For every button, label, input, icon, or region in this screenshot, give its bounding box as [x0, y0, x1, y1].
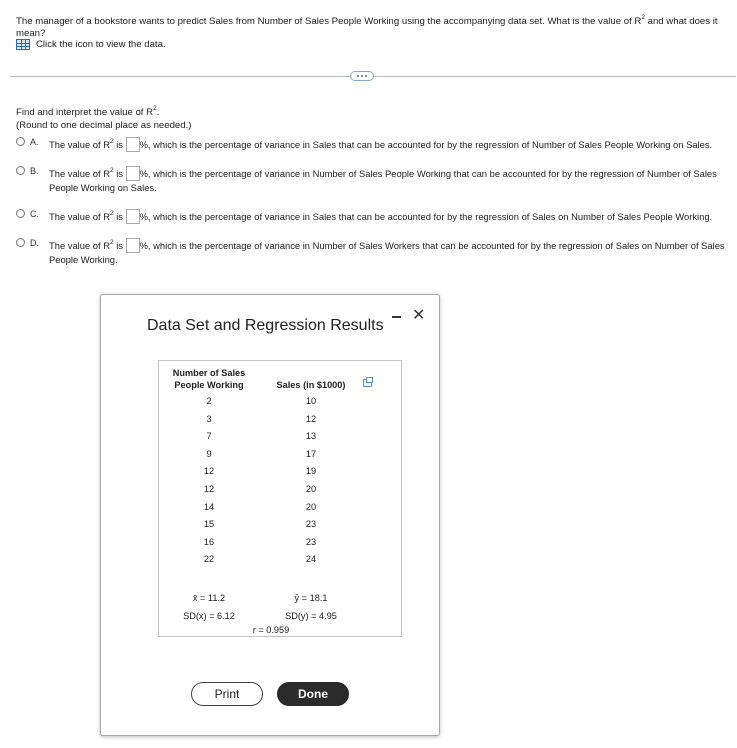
- table-cell: 15: [203, 519, 215, 530]
- radio-d[interactable]: [16, 238, 25, 247]
- answer-options: [16, 135, 726, 279]
- correlation-r: r = 0.959: [252, 625, 290, 635]
- table-cell: 23: [305, 536, 317, 547]
- grid-icon[interactable]: [16, 39, 30, 50]
- more-options-button[interactable]: [350, 71, 374, 81]
- option-b[interactable]: B. The value of $R^2$ is %, which is the percentage of variance in Number of Sales People Working that can be accounted for by the regression of Number of Sales People Working on Sales.: [16, 164, 726, 195]
- table-cell: 20: [305, 483, 317, 494]
- question-text: The manager of a bookstore wants to predict Sales from Number of Sales People Working using the accompanying data set. What is the value of $R^2$ and what does it mean?: [16, 14, 718, 39]
- table-cell: 16: [203, 536, 215, 547]
- answer-input-d[interactable]: [126, 238, 140, 253]
- table-cell: 12: [203, 466, 215, 477]
- view-data-link[interactable]: [16, 39, 166, 50]
- option-d[interactable]: D. The value of $R^2$ is %, which is the percentage of variance in Number of Sales Workers that can be accounted for by the regression of Sales on Number of Sales People Working.: [16, 236, 726, 267]
- radio-b[interactable]: [16, 166, 25, 175]
- answer-input-a[interactable]: [126, 137, 140, 152]
- table-cell: 22: [203, 554, 215, 565]
- view-data-label[interactable]: Click the icon to view the data.: [36, 39, 166, 50]
- table-cell: 19: [305, 466, 317, 477]
- radio-c[interactable]: [16, 209, 25, 218]
- column-sales-people: [159, 393, 259, 569]
- close-icon[interactable]: ✕: [412, 307, 426, 324]
- y-mean: ȳ = 18.1: [294, 593, 328, 603]
- instructions: Find and interpret the value of $R^2$. (Round to one decimal place as needed.): [16, 105, 192, 131]
- table-cell: 2: [206, 396, 212, 406]
- answer-input-c[interactable]: [126, 209, 140, 224]
- option-c[interactable]: C. The value of $R^2$ is %, which is the percentage of variance in Sales that can be accounted for by the regression of Sales on Number of Sales People Working.: [16, 207, 726, 224]
- table-cell: 7: [206, 431, 212, 442]
- x-sd: SD(x) = 6.12: [183, 611, 235, 621]
- option-letter: B.: [30, 166, 39, 176]
- x-mean: x̄ = 11.2: [192, 593, 226, 603]
- answer-input-b[interactable]: [126, 166, 140, 181]
- option-a[interactable]: A. The value of $R^2$ is %, which is the percentage of variance in Sales that can be accounted for by the regression of Number of Sales People Working on Sales.: [16, 135, 726, 152]
- option-letter: C.: [30, 209, 39, 219]
- table-cell: 12: [203, 483, 215, 494]
- copy-icon[interactable]: [363, 379, 372, 387]
- data-table-panel: [158, 360, 402, 637]
- column-sales: [256, 393, 366, 569]
- radio-a[interactable]: [16, 137, 25, 146]
- minimize-icon[interactable]: [392, 316, 401, 318]
- table-cell: 23: [305, 519, 317, 530]
- done-button[interactable]: Done: [277, 682, 349, 706]
- table-cell: 17: [305, 448, 317, 459]
- dialog-title: Data Set and Regression Results: [147, 317, 384, 334]
- print-button[interactable]: Print: [191, 682, 263, 706]
- table-cell: 14: [203, 501, 215, 512]
- header-sales: Sales (in $1000): [276, 380, 346, 390]
- table-cell: 13: [305, 431, 317, 442]
- x-statistics: [159, 589, 259, 625]
- table-cell: 9: [206, 448, 212, 459]
- table-cell: 12: [305, 413, 317, 424]
- table-cell: 20: [305, 501, 317, 512]
- option-letter: D.: [30, 238, 39, 248]
- table-cell: 24: [305, 554, 317, 565]
- y-statistics: [256, 589, 366, 625]
- y-sd: SD(y) = 4.95: [285, 611, 337, 621]
- header-sales-people: Number of Sales People Working: [172, 368, 246, 390]
- table-cell: 3: [206, 413, 212, 424]
- option-letter: A.: [30, 137, 39, 147]
- table-cell: 10: [305, 396, 317, 406]
- data-set-dialog: [100, 294, 440, 736]
